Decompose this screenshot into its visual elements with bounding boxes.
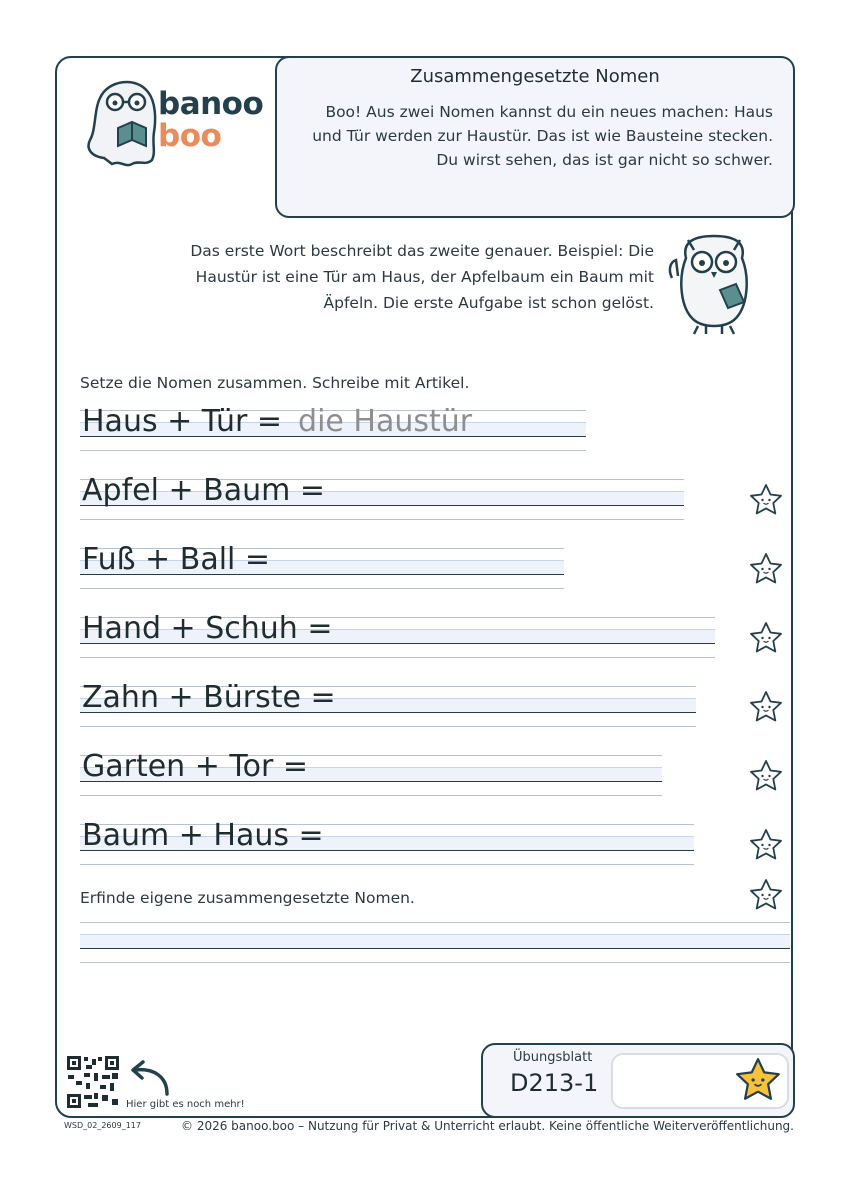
star-face-icon[interactable] bbox=[748, 689, 784, 725]
document-code: WSD_02_2609_117 bbox=[64, 1121, 141, 1130]
brand-line2: boo bbox=[158, 118, 222, 154]
star-face-icon[interactable] bbox=[748, 620, 784, 656]
task-text: Haus + Tür = bbox=[82, 404, 283, 439]
brand-logo bbox=[158, 88, 263, 152]
brand-line1: banoo bbox=[158, 86, 264, 122]
task-text: Garten + Tor = bbox=[82, 749, 308, 784]
copyright-text: © 2026 banoo.boo – Nutzung für Privat & Unterricht erlaubt. Keine öffentliche Weiterveröffentlichung. bbox=[181, 1119, 794, 1133]
star-face-icon[interactable] bbox=[748, 827, 784, 863]
qr-code-icon[interactable] bbox=[66, 1055, 120, 1109]
rating-field[interactable] bbox=[611, 1053, 789, 1109]
sheet-label: Übungsblatt bbox=[513, 1050, 593, 1065]
star-face-icon bbox=[733, 1055, 783, 1105]
intro-title: Zusammengesetzte Nomen bbox=[410, 66, 660, 87]
sheet-code: D213-1 bbox=[510, 1069, 599, 1097]
intro-box bbox=[275, 56, 795, 218]
star-face-icon[interactable] bbox=[748, 482, 784, 518]
intro-text: Boo! Aus zwei Nomen kannst du ein neues machen: Haus und Tür werden zur Haustür. Das ist wie Bausteine stecken. Du wirst sehen, das ist gar nicht so schwer. bbox=[312, 103, 773, 169]
task-text: Hand + Schuh = bbox=[82, 611, 333, 646]
sheet-info-box bbox=[481, 1043, 795, 1118]
owl-teacher-icon bbox=[664, 228, 764, 338]
task-text: Apfel + Baum = bbox=[82, 473, 326, 508]
owl-hint-text: Das erste Wort beschreibt das zweite genauer. Beispiel: Die Haustür ist eine Tür am Haus, der Apfelbaum ein Baum mit Äpfeln. Die erste Aufgabe ist schon gelöst. bbox=[190, 242, 654, 312]
star-face-icon[interactable] bbox=[748, 758, 784, 794]
curved-arrow-icon bbox=[127, 1060, 173, 1098]
task-answer[interactable]: die Haustür bbox=[298, 404, 473, 439]
task-text: Baum + Haus = bbox=[82, 818, 324, 853]
instruction-invent: Erfinde eigene zusammengesetzte Nomen. bbox=[80, 889, 415, 907]
instruction-compose: Setze die Nomen zusammen. Schreibe mit Artikel. bbox=[80, 374, 470, 392]
star-face-icon[interactable] bbox=[748, 877, 784, 913]
more-link-text[interactable]: Hier gibt es noch mehr! bbox=[126, 1099, 245, 1110]
star-face-icon[interactable] bbox=[748, 551, 784, 587]
task-text: Zahn + Bürste = bbox=[82, 680, 336, 715]
task-text: Fuß + Ball = bbox=[82, 542, 271, 577]
